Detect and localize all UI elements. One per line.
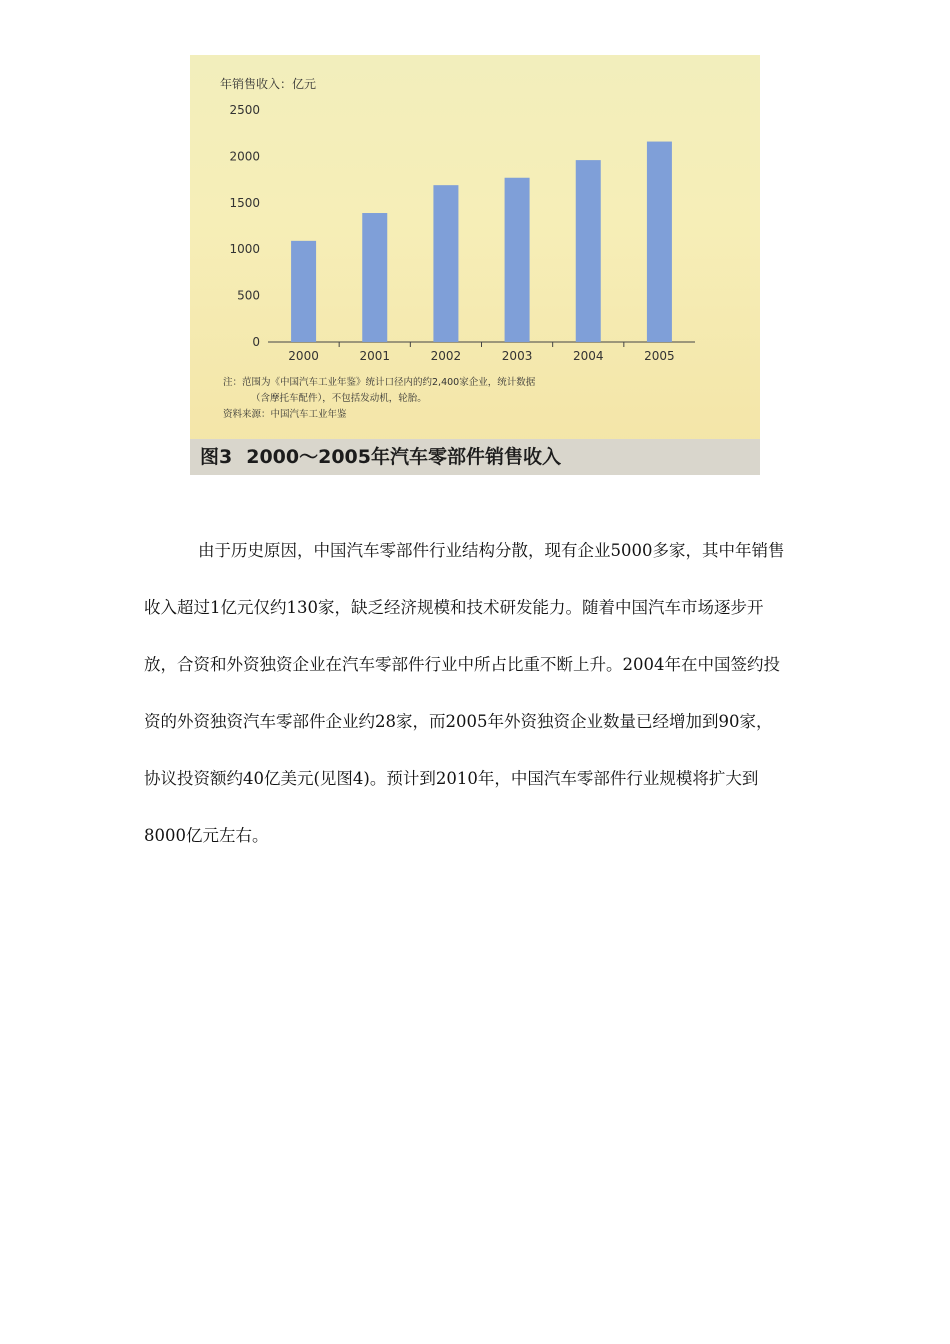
x-tick-label: 2005 — [644, 349, 675, 363]
bar-2001 — [362, 213, 387, 342]
paragraph-line: 由于历史原因，中国汽车零部件行业结构分散，现有企业5000多家，其中年销售 — [198, 541, 785, 560]
note-line-2: （含摩托车配件），不包括发动机，轮胎。 — [251, 393, 427, 404]
paragraph-line: 8000亿元左右。 — [144, 826, 269, 845]
y-axis-unit-label: 年销售收入：亿元 — [220, 77, 317, 91]
paragraph-line: 收入超过1亿元仅约130家，缺乏经济规模和技术研发能力。随着中国汽车市场逐步开 — [144, 598, 764, 617]
bar-2004 — [576, 160, 601, 342]
paragraph-line: 协议投资额约40亿美元(见图4)。预计到2010年，中国汽车零部件行业规模将扩大到 — [144, 769, 759, 788]
bar-2002 — [433, 185, 458, 342]
y-tick-label: 2500 — [229, 103, 260, 117]
figure-caption — [190, 439, 760, 475]
chart-notes — [223, 375, 535, 423]
x-tick-label: 2000 — [288, 349, 319, 363]
figure-number: 图3 — [200, 446, 233, 468]
y-tick-label: 0 — [252, 335, 260, 349]
y-tick-label: 1000 — [229, 242, 260, 257]
source-line: 资料来源：中国汽车工业年鉴 — [223, 409, 347, 420]
y-tick-label: 1500 — [229, 195, 260, 210]
paragraph-line: 放，合资和外资独资企业在汽车零部件行业中所占比重不断上升。2004年在中国签约投 — [144, 655, 780, 674]
x-tick-label: 2003 — [501, 349, 533, 363]
x-tick-label: 2001 — [359, 349, 391, 363]
figure-title: 2000～2005年汽车零部件销售收入 — [246, 446, 561, 468]
bar-2000 — [291, 241, 316, 342]
note-line-1: 注：范围为《中国汽车工业年鉴》统计口径内的约2,400家企业，统计数据 — [223, 377, 536, 388]
bar-2003 — [505, 178, 530, 342]
chart-figure — [190, 55, 760, 475]
bar-chart — [190, 55, 760, 385]
x-tick-label: 2002 — [430, 349, 462, 363]
y-tick-label: 2000 — [229, 149, 260, 164]
bar-2005 — [647, 142, 672, 342]
paragraph-line: 资的外资独资汽车零部件企业约28家，而2005年外资独资企业数量已经增加到90家， — [144, 712, 773, 731]
body-paragraph — [144, 522, 889, 864]
y-tick-label: 500 — [237, 288, 260, 303]
x-tick-label: 2004 — [572, 349, 604, 363]
